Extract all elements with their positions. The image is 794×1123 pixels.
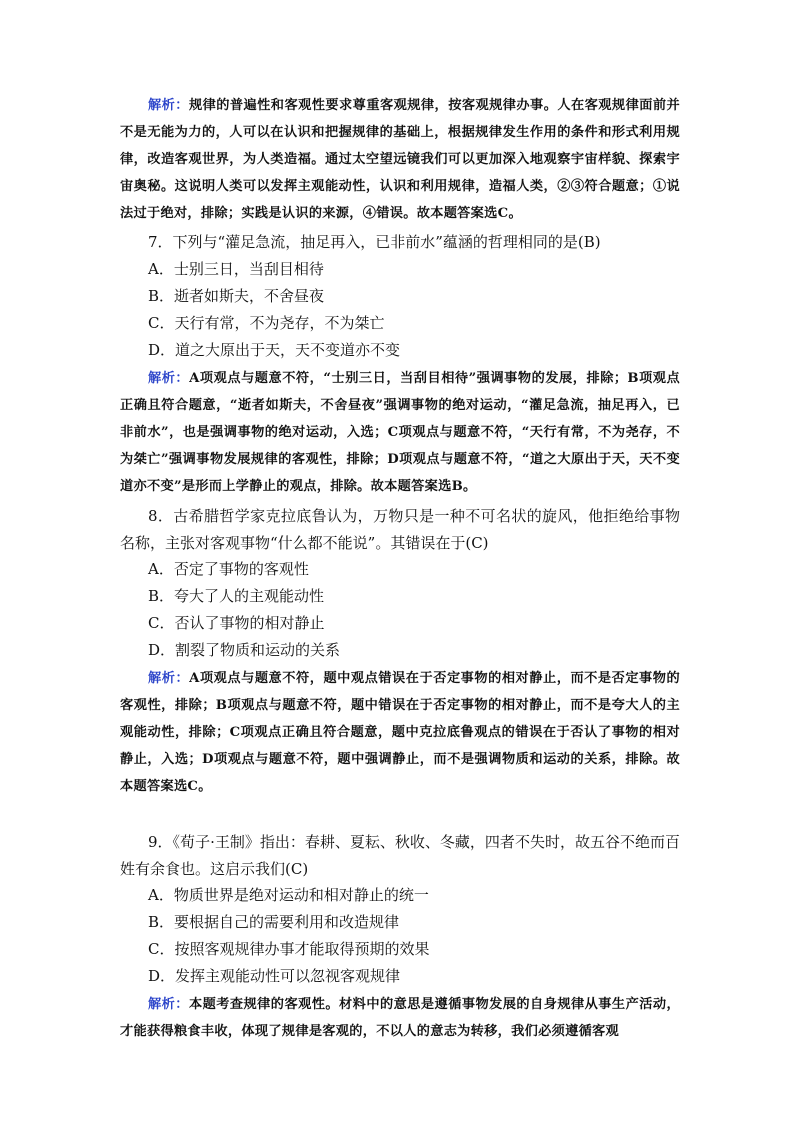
analysis-label: 解析： (148, 997, 189, 1012)
question-7-option-d: D．道之大原出于天，天不变道亦不变 (148, 341, 401, 359)
question-8-option-a: A．否定了事物的客观性 (148, 560, 309, 578)
analysis-paragraph (120, 991, 680, 1045)
analysis-label: 解析： (148, 671, 190, 686)
question-7-option-b: B．逝者如斯夫，不舍昼夜 (148, 287, 325, 305)
analysis-text: A项观点与题意不符，题中观点错误在于否定事物的相对静止，而不是否定事物的客观性，排除；B项观点与题意不符，题中错误在于否定事物的相对静止，而不是夸大人的主观能动性，排除；C项观点正确且符合题意，题中克拉底鲁观点的错误在于否认了事物的相对静止，入选；D项观点与题意不符，题中强调静止，而不是强调物质和运动的关系，排除。故本题答案选C。 (120, 671, 680, 794)
analysis-paragraph (120, 665, 680, 800)
analysis-text: 本题考查规律的客观性。材料中的意思是遵循事物发展的自身规律从事生产活动，才能获得粮食丰收，体现了规律是客观的，不以人的意志为转移，我们必须遵循客观 (120, 997, 680, 1039)
analysis-paragraph (120, 92, 680, 227)
question-8-option-d: D．割裂了物质和运动的关系 (148, 641, 341, 659)
analysis-text: 规律的普遍性和客观性要求尊重客观规律，按客观规律办事。人在客观规律面前并不是无能为力的，人可以在认识和把握规律的基础上，根据规律发生作用的条件和形式利用规律，改造客观世界，为人类造福。通过太空望远镜我们可以更加深入地观察宇宙样貌、探索宇宙奥秘。这说明人类可以发挥主观能动性，认识和利用规律，造福人类，②③符合题意；①说法过于绝对，排除；实践是认识的来源，④错误。故本题答案选C。 (120, 98, 680, 221)
analysis-paragraph (120, 365, 680, 500)
question-9-option-b: B．要根据自己的需要利用和改造规律 (148, 913, 400, 931)
analysis-label: 解析： (148, 371, 190, 386)
question-7-option-c: C．天行有常，不为尧存，不为桀亡 (148, 314, 385, 332)
question-8: 8．古希腊哲学家克拉底鲁认为，万物只是一种不可名状的旋风，他拒绝给事物名称，主张对客观事物“什么都不能说”。其错误在于(C) (120, 507, 680, 552)
question-9-option-c: C．按照客观规律办事才能取得预期的效果 (148, 940, 430, 958)
question-9-option-a: A．物质世界是绝对运动和相对静止的统一 (148, 886, 429, 904)
analysis-label: 解析： (148, 98, 189, 113)
question-9: 9．《荀子·王制》指出：春耕、夏耘、秋收、冬藏，四者不失时，故五谷不绝而百姓有余食也。这启示我们(C) (120, 833, 680, 878)
question-9-option-d: D．发挥主观能动性可以忽视客观规律 (148, 967, 401, 985)
analysis-text: A项观点与题意不符，“士别三日，当刮目相待”强调事物的发展，排除；B项观点正确且符合题意，“逝者如斯夫，不舍昼夜”强调事物的绝对运动，“灌足急流，抽足再入，已非前水”，也是强调事物的绝对运动，入选；C项观点与题意不符，“天行有常，不为尧存，不为桀亡”强调事物发展规律的客观性，排除；D项观点与题意不符，“道之大原出于天，天不变道亦不变”是形而上学静止的观点，排除。故本题答案选B。 (120, 371, 680, 494)
question-7-option-a: A．士别三日，当刮目相待 (148, 260, 324, 278)
question-8-option-c: C．否认了事物的相对静止 (148, 614, 325, 632)
question-8-option-b: B．夸大了人的主观能动性 (148, 587, 325, 605)
question-7: 7．下列与“灌足急流，抽足再入，已非前水”蕴涵的哲理相同的是(B) (148, 233, 601, 251)
